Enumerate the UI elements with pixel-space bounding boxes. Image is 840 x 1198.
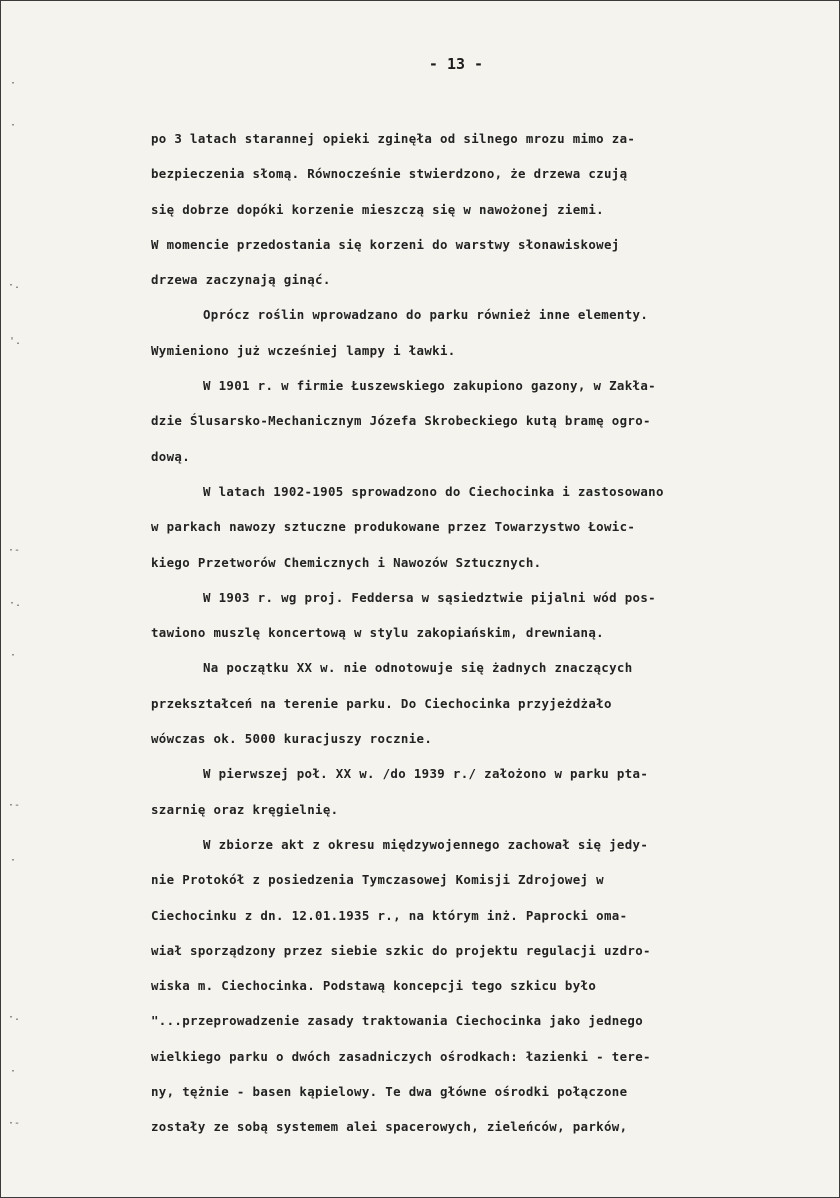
text-line: dzie Ślusarsko-Mechanicznym Józefa Skrobeckiego kutą bramę ogro- xyxy=(151,413,651,429)
text-line: "...przeprowadzenie zasady traktowania Ciechocinka jako jednego xyxy=(151,1013,644,1029)
text-line: W 1901 r. w firmie Łuszewskiego zakupiono gazony, w Zakła- xyxy=(203,378,656,394)
text-line: W momencie przedostania się korzeni do warstwy słonawiskowej xyxy=(151,236,620,252)
margin-mark: · xyxy=(10,120,17,131)
text-line: W latach 1902-1905 sprowadzono do Ciechocinka i zastosowano xyxy=(203,483,664,499)
text-line: ny, tężnie - basen kąpielowy. Te dwa główne ośrodki połączone xyxy=(151,1084,628,1100)
margin-mark: ·- xyxy=(8,1118,21,1129)
text-line: w parkach nawozy sztuczne produkowane przez Towarzystwo Łowic- xyxy=(151,519,636,535)
margin-mark: · xyxy=(10,855,17,866)
text-line: Ciechocinku z dn. 12.01.1935 r., na którym inż. Paprocki oma- xyxy=(151,907,628,923)
text-line: drzewa zaczynają ginąć. xyxy=(151,272,331,288)
text-line: wówczas ok. 5000 kuracjuszy rocznie. xyxy=(151,731,433,747)
text-line: się dobrze dopóki korzenie mieszczą się w nawożonej ziemi. xyxy=(151,201,604,217)
text-line: bezpieczenia słomą. Równocześnie stwierdzono, że drzewa czują xyxy=(151,166,628,182)
margin-mark: · xyxy=(10,1066,17,1077)
page-number: - 13 - xyxy=(428,55,484,73)
margin-mark: '. xyxy=(9,336,22,347)
text-line: W pierwszej poł. XX w. /do 1939 r./ założono w parku pta- xyxy=(203,766,649,782)
text-line: wielkiego parku o dwóch zasadniczych ośrodkach: łazienki - tere- xyxy=(151,1048,651,1064)
text-line: wiał sporządzony przez siebie szkic do projektu regulacji uzdro- xyxy=(151,942,651,958)
text-line: szarnię oraz kręgielnię. xyxy=(151,801,339,817)
margin-mark: ·. xyxy=(8,280,21,291)
body-text xyxy=(151,121,811,1145)
margin-mark: · xyxy=(10,78,17,89)
text-line: Na początku XX w. nie odnotowuje się żadnych znaczących xyxy=(203,660,633,676)
text-line: nie Protokół z posiedzenia Tymczasowej Komisji Zdrojowej w xyxy=(151,872,604,888)
text-line: Oprócz roślin wprowadzano do parku również inne elementy. xyxy=(203,307,649,323)
text-line: dową. xyxy=(151,448,191,464)
margin-mark: · xyxy=(10,650,17,661)
margin-mark: ·- xyxy=(8,545,21,556)
margin-mark: ·. xyxy=(9,598,22,609)
text-line: W 1903 r. wg proj. Feddersa w sąsiedztwie pijalni wód pos- xyxy=(203,589,656,605)
text-line: Wymieniono już wcześniej lampy i ławki. xyxy=(151,342,456,358)
margin-mark: ·. xyxy=(8,1012,21,1023)
text-line: po 3 latach starannej opieki zginęła od silnego mrozu mimo za- xyxy=(151,131,636,146)
text-line: zostały ze sobą systemem alei spacerowych, zieleńców, parków, xyxy=(151,1119,628,1135)
text-line: kiego Przetworów Chemicznych i Nawozów Sztucznych. xyxy=(151,554,542,570)
text-line: wiska m. Ciechocinka. Podstawą koncepcji tego szkicu było xyxy=(151,978,597,994)
margin-mark: ·- xyxy=(8,800,21,811)
text-line: W zbiorze akt z okresu międzywojennego zachował się jedy- xyxy=(203,836,649,852)
text-line: tawiono muszlę koncertową w stylu zakopiańskim, drewnianą. xyxy=(151,625,604,641)
text-line: przekształceń na terenie parku. Do Ciechocinka przyjeżdżało xyxy=(151,695,612,711)
